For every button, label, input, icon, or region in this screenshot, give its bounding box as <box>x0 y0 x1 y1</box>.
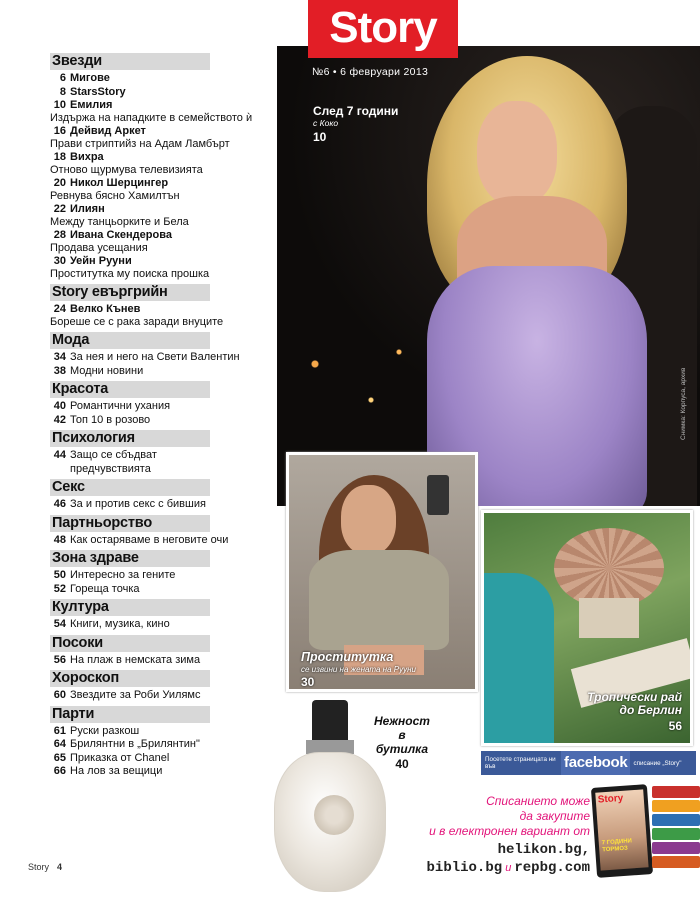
toc-entry[interactable] <box>50 351 278 364</box>
toc-entry-title: Вихра <box>70 151 104 163</box>
toc-entry[interactable] <box>50 654 278 667</box>
online-availability <box>400 794 590 877</box>
toc-section <box>50 705 278 778</box>
toc-entry[interactable] <box>50 583 278 596</box>
toc-entry-title: На лов за вещици <box>70 765 163 777</box>
toc-entry[interactable] <box>50 151 278 176</box>
face <box>477 101 557 206</box>
toc-entry-page: 60 <box>53 689 66 701</box>
toc-section <box>50 478 278 511</box>
toc-section-title: Story евъргрийн <box>50 284 210 301</box>
inset-subtitle: се извини на жената на Рууни <box>301 665 416 674</box>
toc-section <box>50 549 278 595</box>
tablet-cover-headline: 7 ГОДИНИ ТОРМОЗ <box>601 838 633 854</box>
toc-entry-subtitle: Продава усещания <box>50 241 148 254</box>
pool-water <box>484 573 554 746</box>
toc-section-title: Психология <box>50 430 210 447</box>
toc-entry-subtitle: Между танцьорките и Бела <box>50 215 189 228</box>
cover-teaser-subtitle: с Коко <box>313 118 339 128</box>
toc-entry-page: 10 <box>53 99 66 111</box>
toc-entry-title: Брилянтни в „Брилянтин" <box>70 738 200 750</box>
toc-entry[interactable] <box>50 534 278 547</box>
inset-title-line2: до Берлин <box>619 703 682 717</box>
toc-entry[interactable] <box>50 725 278 738</box>
toc-entry-title: Защо се сбъдват <box>70 449 157 461</box>
toc-entry-subtitle: Отново щурмува телевизията <box>50 163 203 176</box>
toc-entry-page: 44 <box>53 449 66 461</box>
biblio-link[interactable]: biblio.bg <box>426 860 503 876</box>
toc-section-title: Партньорство <box>50 515 210 532</box>
toc-entry[interactable] <box>50 400 278 413</box>
photo-credit: Снимка: Корпуса, архив <box>680 367 687 440</box>
online-line1: Списанието може <box>486 794 590 808</box>
perfume-teaser-line1: Нежност в <box>374 714 430 742</box>
facebook-banner[interactable] <box>481 751 696 775</box>
toc-entry-page: 8 <box>59 85 66 98</box>
tablet-cover-logo: Story <box>597 792 624 806</box>
online-line3: и в електронен вариант от <box>429 824 590 838</box>
facebook-logo: facebook <box>561 751 630 775</box>
toc-entry-page <box>50 463 70 476</box>
toc-entry-page: 22 <box>53 203 66 215</box>
table-of-contents <box>50 52 278 781</box>
toc-entry-page: 66 <box>53 765 66 777</box>
toc-entry[interactable] <box>50 365 278 378</box>
toc-entry-title: Как остаряваме в неговите очи <box>70 533 229 546</box>
sites-row <box>400 859 590 877</box>
book-stack <box>652 786 700 882</box>
toc-entry[interactable] <box>50 72 278 85</box>
toc-entry-title: Модни новини <box>70 364 144 377</box>
toc-entry[interactable] <box>50 99 278 124</box>
cover-teaser-page: 10 <box>313 130 327 144</box>
toc-entry-page: 61 <box>53 724 66 737</box>
toc-entry-title: Интересно за гените <box>70 569 176 581</box>
toc-entry-page: 54 <box>53 618 66 630</box>
inset-photo-prostitute[interactable] <box>286 452 478 692</box>
toc-section-title: Култура <box>50 599 210 616</box>
toc-section <box>50 598 278 631</box>
toc-entry-title: Руски разкош <box>70 724 140 737</box>
toc-entry-page: 52 <box>53 582 66 595</box>
toc-entry[interactable] <box>50 618 278 631</box>
toc-entry-title: Топ 10 в розово <box>70 413 151 426</box>
toc-entry-page: 48 <box>53 533 66 546</box>
toc-entry-page: 64 <box>53 738 66 750</box>
toc-entry[interactable] <box>50 765 278 778</box>
toc-section-title: Посоки <box>50 635 210 652</box>
toc-section-title: Хороскоп <box>50 670 210 687</box>
tablet-device <box>591 784 653 878</box>
toc-section-title: Красота <box>50 381 210 398</box>
toc-entry-page: 16 <box>53 125 66 137</box>
toc-entry-subtitle: Ревнува бясно Хамилтън <box>50 189 180 202</box>
toc-section-title: Секс <box>50 479 210 496</box>
toc-entry-page: 65 <box>53 751 66 764</box>
toc-entry-page: 20 <box>53 177 66 189</box>
facebook-post: списание „Story" <box>633 759 682 767</box>
online-line2: да закупите <box>519 809 590 823</box>
toc-entry[interactable] <box>50 303 278 328</box>
toc-section-title: Мода <box>50 332 210 349</box>
toc-entry-title: На плаж в немската зима <box>70 653 201 666</box>
inset-title <box>587 691 682 717</box>
toc-entry-title: Гореща точка <box>70 582 140 595</box>
cover-teaser-title: След 7 години <box>313 104 399 118</box>
city-lights <box>287 316 427 436</box>
toc-entry-title: Илиян <box>70 203 105 215</box>
toc-entry-page: 40 <box>53 400 66 412</box>
inset-title-line1: Тропически рай <box>587 690 682 704</box>
toc-entry-subtitle: Проститутка му поиска прошка <box>50 267 210 280</box>
toc-section <box>50 331 278 377</box>
folio-page: 4 <box>57 862 63 872</box>
repbg-link[interactable]: repbg.com <box>514 860 590 876</box>
perfume-teaser-line2: бутилка <box>375 742 429 756</box>
toc-entry-page: 46 <box>53 498 66 510</box>
inset-photo-berlin[interactable] <box>481 510 693 746</box>
toc-section <box>50 669 278 702</box>
toc-entry[interactable] <box>50 689 278 702</box>
toc-section <box>50 429 278 475</box>
toc-entry-title: Никол Шерцингер <box>70 177 169 189</box>
toc-entry[interactable] <box>50 414 278 427</box>
face <box>341 485 396 555</box>
toc-entry-subtitle: Прави стриптийз на Адам Ламбърт <box>50 137 230 150</box>
phone <box>427 475 449 515</box>
perfume-teaser[interactable] <box>370 714 434 771</box>
toc-entry[interactable] <box>50 229 278 254</box>
toc-entry[interactable] <box>50 738 278 751</box>
toc-entry-title: Мигове <box>70 72 110 84</box>
perfume-flower <box>314 795 354 835</box>
toc-entry-page: 6 <box>59 72 66 84</box>
toc-entry-title: Емилия <box>70 99 113 111</box>
toc-entry[interactable] <box>50 498 278 511</box>
toc-entry-title: Уейн Рууни <box>70 255 132 267</box>
inset-title: Проститутка <box>301 650 394 664</box>
toc-section-title: Зона здраве <box>50 550 210 567</box>
toc-entry[interactable] <box>50 449 278 462</box>
toc-entry-title: Звездите за Роби Уилямс <box>70 689 201 701</box>
tablet-screen <box>595 789 648 870</box>
toc-entry[interactable] <box>50 752 278 765</box>
inset-page: 30 <box>301 675 315 689</box>
toc-entry-subtitle: Бореше се с рака заради внуците <box>50 315 224 328</box>
toc-entry-page: 42 <box>53 413 66 426</box>
toc-section-title: Парти <box>50 706 210 723</box>
toc-entry-title: За нея и него на Свети Валентин <box>70 351 240 363</box>
toc-entry-title: Дейвид Аркет <box>70 125 146 137</box>
story-logo: Story <box>308 0 458 58</box>
toc-entry[interactable] <box>50 203 278 228</box>
and-text: и <box>502 862 515 874</box>
gazebo-base <box>579 598 639 638</box>
toc-entry-title: предчувствията <box>70 462 151 475</box>
toc-entry-title: Приказка от Chanel <box>70 751 170 764</box>
toc-entry-page: 38 <box>53 364 66 377</box>
inset-page: 56 <box>668 719 682 733</box>
gazebo-roof <box>554 528 664 608</box>
toc-entry[interactable] <box>50 86 278 99</box>
perfume-cap <box>312 700 348 744</box>
toc-entry-title: Ивана Скендерова <box>70 229 172 241</box>
toc-section <box>50 52 278 280</box>
facebook-pre: Посетете страницата ни във <box>485 756 556 770</box>
toc-entry[interactable] <box>50 125 278 150</box>
toc-entry[interactable] <box>50 255 278 280</box>
toc-entry-page: 18 <box>53 151 66 163</box>
page-folio <box>28 862 62 872</box>
issue-info: №6 • 6 февруари 2013 <box>312 66 429 78</box>
toc-entry-page: 56 <box>53 653 66 666</box>
toc-entry-subtitle: Издържа на нападките в семейството ѝ <box>50 111 253 124</box>
toc-entry[interactable] <box>50 177 278 202</box>
toc-entry-title: Романтични ухания <box>70 400 171 412</box>
perfume-teaser-page: 40 <box>395 757 409 771</box>
toc-section-title: Звезди <box>50 53 210 70</box>
toc-section <box>50 514 278 547</box>
cover-teaser[interactable] <box>313 104 398 144</box>
crop-top <box>309 550 449 650</box>
toc-entry-title: За и против секс с бившия <box>70 498 206 510</box>
toc-entry-page: 28 <box>53 229 66 241</box>
helikon-link[interactable]: helikon.bg, <box>497 842 590 858</box>
toc-entry-title: Книги, музика, кино <box>70 618 170 630</box>
toc-entry-title: StarsStory <box>70 85 126 98</box>
toc-entry[interactable] <box>50 569 278 582</box>
toc-entry-page: 34 <box>53 351 66 363</box>
toc-section <box>50 380 278 426</box>
toc-entry[interactable] <box>50 463 278 476</box>
folio-magazine: Story <box>28 862 50 872</box>
toc-section <box>50 634 278 667</box>
toc-entry-page: 24 <box>53 303 66 315</box>
toc-entry-title: Велко Кънев <box>70 303 141 315</box>
toc-entry-page: 50 <box>53 569 66 581</box>
toc-entry-page: 30 <box>53 255 66 267</box>
toc-section <box>50 283 278 328</box>
